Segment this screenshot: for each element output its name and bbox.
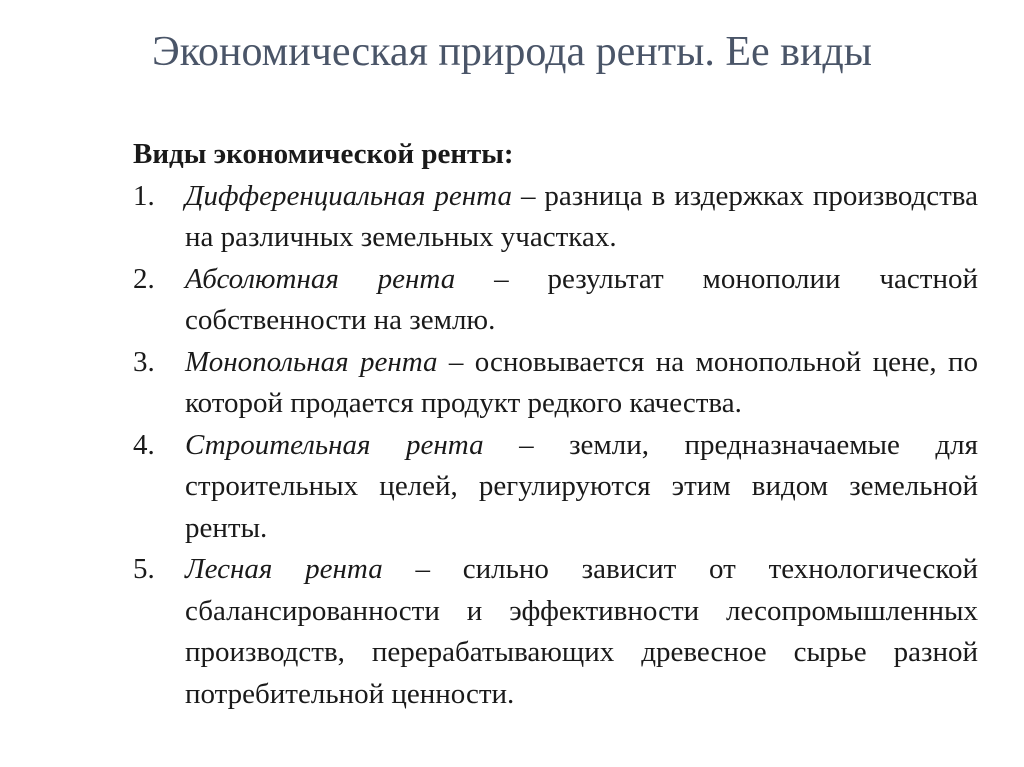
rent-description: – основывается на монопольной цене, по которой продается продукт редкого качества. [185,345,978,419]
list-item-text [185,259,978,342]
rent-term: Абсолютная рента [185,262,456,295]
list-item-number: 3. [133,345,155,378]
rent-description: – земли, предназначаемые для строительных целей, регулируются этим видом земельной ренты. [185,428,978,544]
list-item-number: 4. [133,428,155,461]
list-item-absolute-rent [133,259,978,342]
rent-term: Дифференциальная рента [185,179,512,212]
list-item-construction-rent [133,425,978,550]
rent-description: – результат монополии частной собственности на землю. [185,262,978,336]
list-item-forest-rent [133,549,978,715]
rent-types-list [133,176,978,716]
list-item-number: 5. [133,553,155,585]
slide-title: Экономическая природа ренты. Ее виды [151,29,873,75]
list-item-number: 2. [133,262,155,295]
rent-term: Строительная рента [185,428,484,461]
list-item-number: 1. [133,179,155,212]
list-item-differential-rent [133,176,978,259]
list-item-monopoly-rent [133,342,978,425]
rent-description: – сильно зависит от технологической сбалансированности и эффективности лесопромышленных производств, перерабатывающих древесное сырье разной потребительной ценности. [185,553,978,710]
list-item-text [185,549,978,715]
list-item-text [185,176,978,259]
rent-term: Монопольная рента [185,345,438,378]
rent-term: Лесная рента [185,553,383,585]
list-heading: Виды экономической ренты: [133,138,514,170]
slide-content [133,134,978,715]
rent-description: – разница в издержках производства на различных земельных участках. [185,179,978,253]
list-item-text [185,342,978,425]
list-item-text [185,425,978,550]
